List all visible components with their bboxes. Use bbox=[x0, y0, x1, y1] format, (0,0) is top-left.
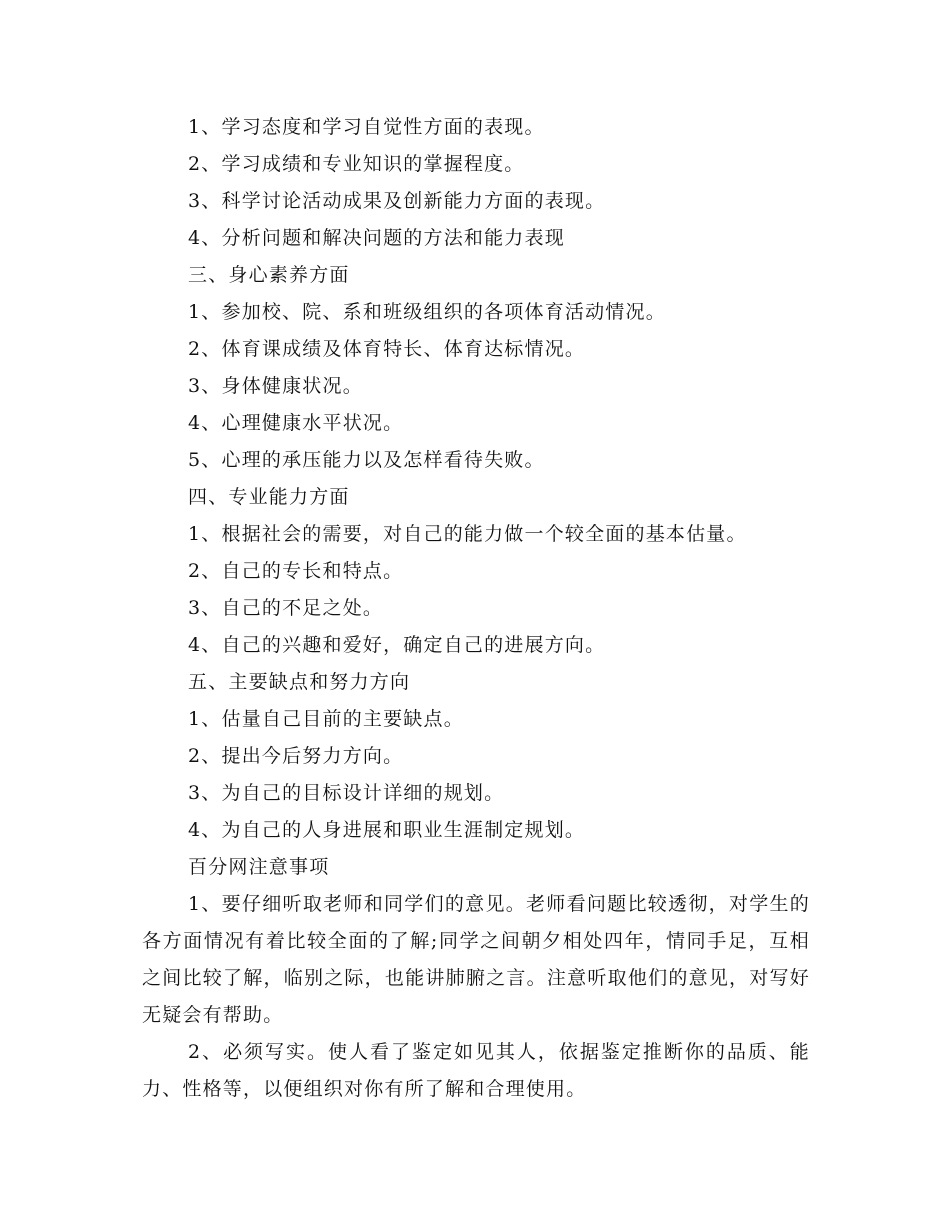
list-item: 1、参加校、院、系和班级组织的各项体育活动情况。 bbox=[188, 301, 666, 323]
section-heading: 五、主要缺点和努力方向 bbox=[188, 671, 411, 693]
list-item: 5、心理的承压能力以及怎样看待失败。 bbox=[188, 449, 545, 471]
list-item: 2、提出今后努力方向。 bbox=[188, 745, 404, 767]
list-item: 3、自己的不足之处。 bbox=[188, 597, 384, 619]
list-item: 1、估量自己目前的主要缺点。 bbox=[188, 708, 464, 730]
list-item: 2、学习成绩和专业知识的掌握程度。 bbox=[188, 153, 525, 175]
list-item: 1、学习态度和学习自觉性方面的表现。 bbox=[188, 116, 545, 138]
list-item: 3、科学讨论活动成果及创新能力方面的表现。 bbox=[188, 190, 606, 212]
list-item: 4、为自己的人身进展和职业生涯制定规划。 bbox=[188, 819, 586, 841]
section-heading: 三、身心素养方面 bbox=[188, 264, 350, 286]
list-item: 1、根据社会的需要，对自己的能力做一个较全面的基本估量。 bbox=[188, 523, 747, 545]
body-paragraph: 1、要仔细听取老师和同学们的意见。老师看问题比较透彻，对学生的各方面情况有着比较全面的了解;同学之间朝夕相处四年，情同手足，互相之间比较了解，临别之际，也能讲肺腑之言。注意听取他们的意见，对写好无疑会有帮助。 bbox=[142, 893, 810, 1026]
section-heading: 百分网注意事项 bbox=[188, 856, 330, 878]
list-item: 3、为自己的目标设计详细的规划。 bbox=[188, 782, 505, 804]
list-item: 3、身体健康状况。 bbox=[188, 375, 363, 397]
list-item: 2、自己的专长和特点。 bbox=[188, 560, 404, 582]
body-paragraph: 2、必须写实。使人看了鉴定如见其人，依据鉴定推断你的品质、能力、性格等，以便组织对你有所了解和合理使用。 bbox=[142, 1041, 810, 1100]
list-item: 2、体育课成绩及体育特长、体育达标情况。 bbox=[188, 338, 586, 360]
list-item: 4、分析问题和解决问题的方法和能力表现 bbox=[188, 227, 565, 249]
section-heading: 四、专业能力方面 bbox=[188, 486, 350, 508]
list-item: 4、自己的兴趣和爱好，确定自己的进展方向。 bbox=[188, 634, 606, 656]
list-item: 4、心理健康水平状况。 bbox=[188, 412, 404, 434]
